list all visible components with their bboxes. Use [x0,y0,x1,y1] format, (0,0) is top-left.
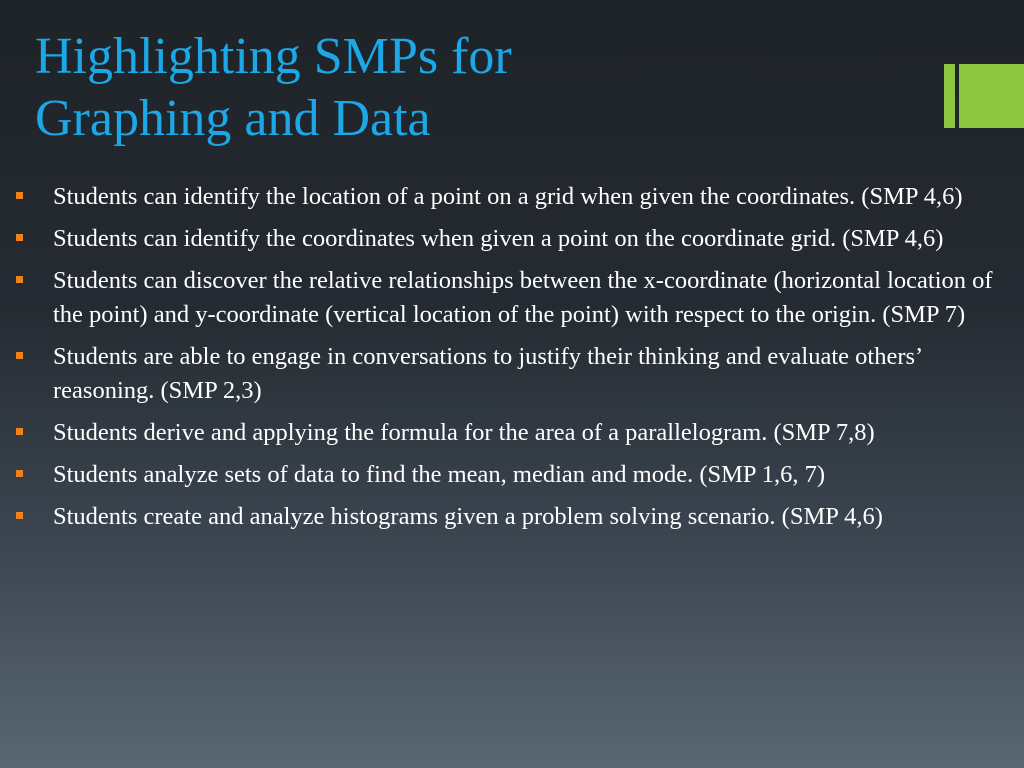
title-line-2: Graphing and Data [35,90,431,147]
square-bullet-icon [16,512,23,519]
square-bullet-icon [16,234,23,241]
slide-title [35,26,915,150]
corner-accent [944,64,1024,128]
bullet-text: Students create and analyze histograms given a problem solving scenario. (SMP 4,6) [53,503,883,530]
bullet-item [0,264,1024,332]
bullet-item [0,340,1024,408]
bullet-item [0,180,1024,214]
square-bullet-icon [16,276,23,283]
square-bullet-icon [16,192,23,199]
bullet-text: Students are able to engage in conversations to justify their thinking and evaluate others’ reasoning. (SMP 2,3) [53,343,922,404]
bullet-text: Students analyze sets of data to find the mean, median and mode. (SMP 1,6, 7) [53,461,826,488]
bullet-text: Students can identify the location of a point on a grid when given the coordinates. (SMP 4,6) [53,183,963,210]
accent-bar-thin [944,64,955,128]
bullet-list [0,180,1024,542]
square-bullet-icon [16,352,23,359]
title-line-1: Highlighting SMPs for [35,28,512,85]
square-bullet-icon [16,428,23,435]
bullet-text: Students can discover the relative relationships between the x-coordinate (horizontal location of the point) and y-coordinate (vertical location of the point) with respect to the origin. (SMP 7) [53,267,993,328]
bullet-item [0,222,1024,256]
bullet-item [0,500,1024,534]
square-bullet-icon [16,470,23,477]
bullet-text: Students derive and applying the formula for the area of a parallelogram. (SMP 7,8) [53,419,875,446]
bullet-item [0,416,1024,450]
bullet-item [0,458,1024,492]
bullet-text: Students can identify the coordinates when given a point on the coordinate grid. (SMP 4,6) [53,225,944,252]
accent-bar-wide [959,64,1024,128]
